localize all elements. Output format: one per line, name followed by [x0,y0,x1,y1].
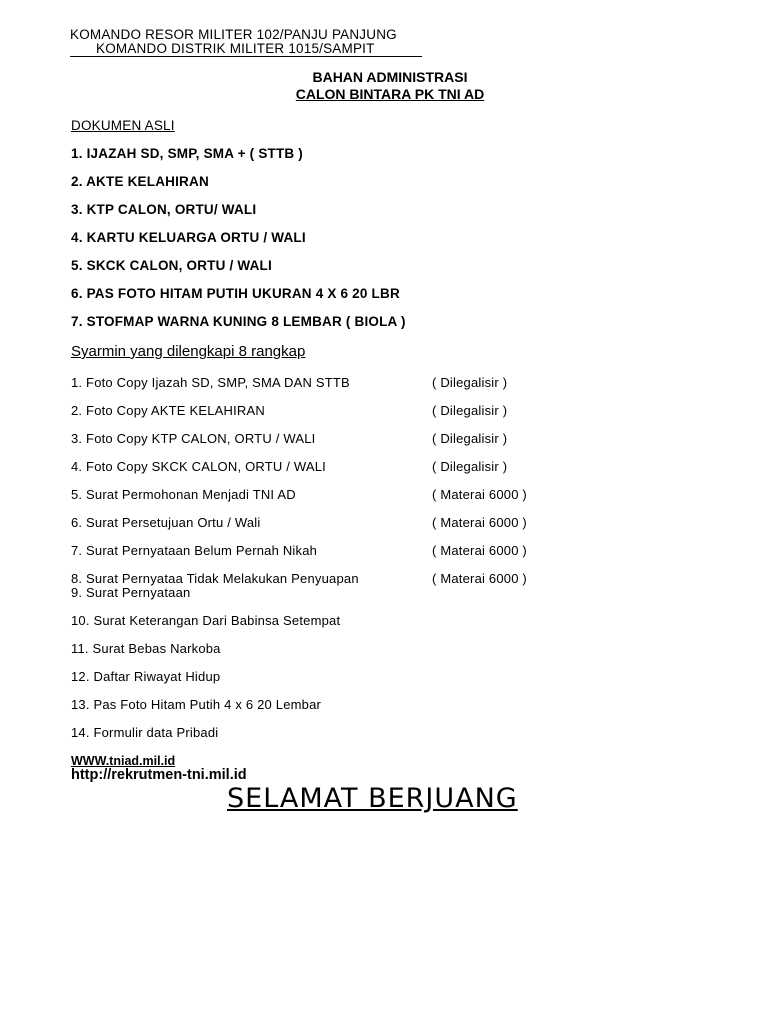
syarmin-item-note: ( Materai 6000 ) [432,543,527,558]
syarmin-item: 13. Pas Foto Hitam Putih 4 x 6 20 Lembar [71,697,322,712]
syarmin-item-note: ( Materai 6000 ) [432,571,527,586]
syarmin-item: 11. Surat Bebas Narkoba [71,641,221,656]
dokumen-item: 1. IJAZAH SD, SMP, SMA + ( STTB ) [71,146,304,161]
syarmin-item: 4. Foto Copy SKCK CALON, ORTU / WALI [71,459,326,474]
syarmin-item: 8. Surat Pernyataa Tidak Melakukan Penyuapan [71,571,359,586]
syarmin-item-note: ( Dilegalisir ) [432,403,508,418]
dokumen-item: 6. PAS FOTO HITAM PUTIH UKURAN 4 X 6 20 LBR [71,286,400,301]
syarmin-item-note: ( Dilegalisir ) [432,375,508,390]
syarmin-item: 12. Daftar Riwayat Hidup [71,669,221,684]
dokumen-item: 3. KTP CALON, ORTU/ WALI [71,202,257,217]
dokumen-item: 5. SKCK CALON, ORTU / WALI [71,258,272,273]
header-underline [70,56,422,57]
header-line-1: KOMANDO RESOR MILITER 102/PANJU PANJUNG [70,27,397,42]
dokumen-asli-heading: DOKUMEN ASLI [71,118,175,133]
syarmin-item: 9. Surat Pernyataan [71,585,191,600]
syarmin-item: 7. Surat Pernyataan Belum Pernah Nikah [71,543,318,558]
header-line-2: KOMANDO DISTRIK MILITER 1015/SAMPIT [96,41,375,56]
syarmin-item-note: ( Materai 6000 ) [432,515,527,530]
title-line-2: CALON BINTARA PK TNI AD [295,86,485,102]
syarmin-item: 1. Foto Copy Ijazah SD, SMP, SMA DAN STTB [71,375,350,390]
dokumen-item: 2. AKTE KELAHIRAN [71,174,209,189]
recruitment-link[interactable]: http://rekrutmen-tni.mil.id [71,767,247,783]
dokumen-item: 4. KARTU KELUARGA ORTU / WALI [71,230,306,245]
closing-text: SELAMAT BERJUANG [227,783,518,814]
syarmin-item: 2. Foto Copy AKTE KELAHIRAN [71,403,265,418]
syarmin-item-note: ( Dilegalisir ) [432,459,508,474]
syarmin-item-note: ( Dilegalisir ) [432,431,508,446]
syarmin-item: 14. Formulir data Pribadi [71,725,219,740]
syarmin-item: 5. Surat Permohonan Menjadi TNI AD [71,487,296,502]
syarmin-item: 3. Foto Copy KTP CALON, ORTU / WALI [71,431,316,446]
syarmin-item: 10. Surat Keterangan Dari Babinsa Setempat [71,613,341,628]
syarmin-item-note: ( Materai 6000 ) [432,487,527,502]
syarmin-heading: Syarmin yang dilengkapi 8 rangkap [71,343,306,360]
title-line-1: BAHAN ADMINISTRASI [312,69,468,85]
syarmin-item: 6. Surat Persetujuan Ortu / Wali [71,515,261,530]
website-link[interactable]: WWW.tniad.mil.id [71,754,176,768]
dokumen-item: 7. STOFMAP WARNA KUNING 8 LEMBAR ( BIOLA ) [71,314,406,329]
